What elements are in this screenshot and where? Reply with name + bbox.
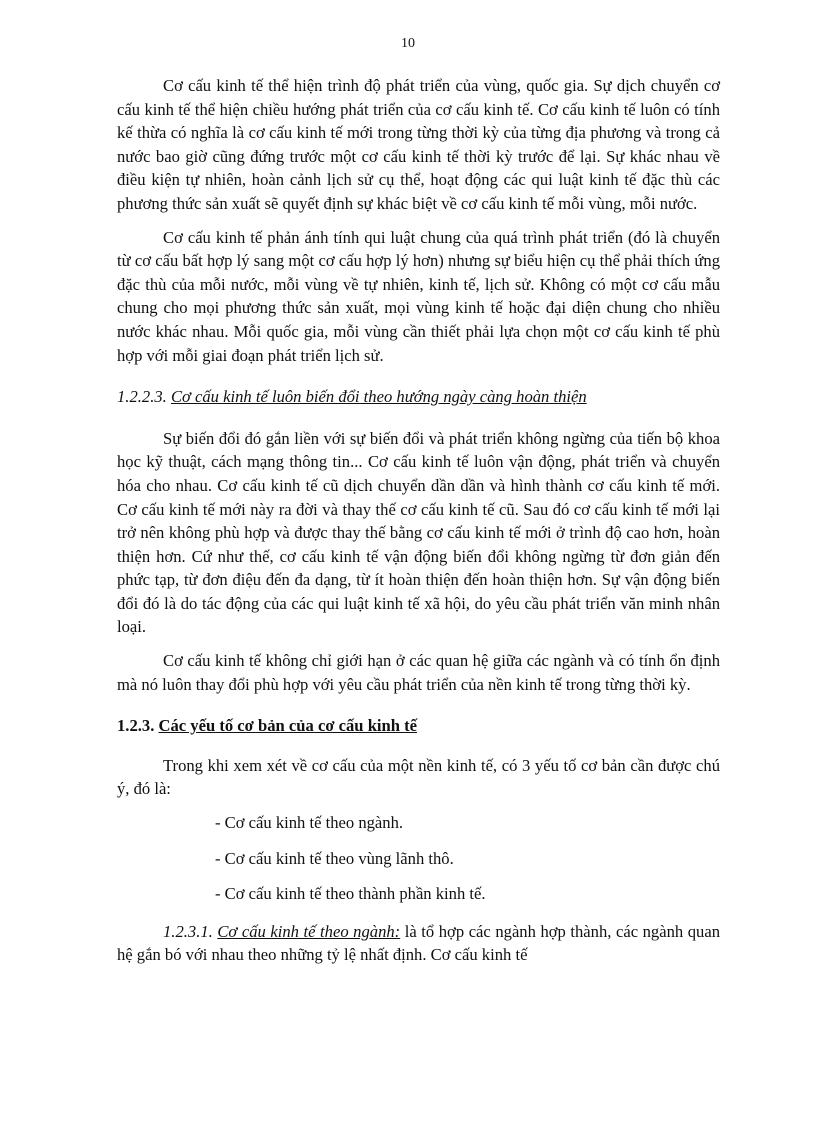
sector-structure-title: Cơ cấu kinh tế theo ngành: — [217, 921, 401, 941]
section-title: Các yếu tố cơ bản của cơ cấu kinh tế — [158, 716, 418, 736]
page-number: 10 — [401, 36, 415, 51]
body-text — [117, 74, 720, 967]
list-item: - Cơ cấu kinh tế theo ngành. — [215, 813, 404, 833]
sector-structure-number: 1.2.3.1. — [163, 921, 213, 941]
sector-structure-lead — [163, 922, 400, 941]
list-item: - Cơ cấu kinh tế theo thành phần kinh tế. — [215, 884, 486, 904]
paragraph-not-limited: Cơ cấu kinh tế không chỉ giới hạn ở các quan hệ giữa các ngành và có tính ổn định mà nó luôn thay đổi phù hợp với yêu cầu phát triển của nền kinh tế trong từng thời kỳ. — [117, 651, 720, 694]
subsection-number: 1.2.2.3. — [117, 387, 167, 407]
sector-structure-text: là tổ hợp các ngành hợp thành, các ngành quan hệ gắn bó với nhau theo những tỷ lệ nhất định. Cơ cấu kinh tế — [117, 921, 721, 965]
section-heading — [117, 714, 720, 738]
paragraph-continuous-change: Sự biến đổi đó gắn liền với sự biến đổi và phát triển không ngừng của tiến bộ khoa học kỹ thuật, cách mạng thông tin... Cơ cấu kinh tế luôn vận động, phát triển và chuyển hóa cho nhau. Cơ cấu kinh tế cũ dịch chuyển dần dần và hình thành cơ cấu kinh tế mới. Cơ cấu kinh tế mới này ra đời và thay thế cơ cấu kinh tế cũ. Sau đó cơ cấu kinh tế mới lại trở nên không phù hợp và được thay thế bằng cơ cấu kinh tế mới ở trình độ cao hơn, hoàn thiện hơn. Cứ như thế, cơ cấu kinh tế vận động biến đổi không ngừng từ đơn giản đến phức tạp, từ đơn điệu đến đa dạng, từ ít hoàn thiện đến hoàn thiện hơn. Sự vận động biến đổi đó là do tác động của các qui luật kinh tế xã hội, do yêu cầu phát triển văn minh nhân loại. — [117, 428, 720, 637]
section-intro-paragraph: Trong khi xem xét về cơ cấu của một nền kinh tế, có 3 yếu tố cơ bản cần được chú ý, đó là: — [117, 755, 720, 799]
paragraph-economic-structure-general-law: Cơ cấu kinh tế phản ánh tính qui luật chung của quá trình phát triển (đó là chuyển từ cơ cấu bất hợp lý sang một cơ cấu hợp lý hơn) nhưng sự biểu hiện cụ thể phải thích ứng đặc thù của mỗi nước, mỗi vùng về tự nhiên, kinh tế, lịch sử. Không có một cơ cấu mẫu chung cho mọi phương thức sản xuất, mọi vùng kinh tế hoặc đại diện chung cho nhiều nước khác nhau. Mỗi quốc gia, mỗi vùng cần thiết phải lựa chọn một cơ cấu kinh tế phù hợp với mỗi giai đoạn phát triển lịch sử. — [117, 227, 720, 365]
factor-list — [117, 811, 720, 906]
list-item: - Cơ cấu kinh tế theo vùng lãnh thô. — [215, 848, 454, 868]
subsection-title: Cơ cấu kinh tế luôn biến đổi theo hướng ngày càng hoàn thiện — [170, 387, 587, 407]
subsection-heading — [117, 385, 720, 409]
paragraph-economic-structure-development: Cơ cấu kinh tế thể hiện trình độ phát triển của vùng, quốc gia. Sự dịch chuyển cơ cấu kinh tế thể hiện chiều hướng phát triển của cơ cấu kinh tế. Cơ cấu kinh tế luôn có tính kế thừa có nghĩa là cơ cấu kinh tế mới trong từng thời kỳ của từng địa phương và trong cả nước bao giờ cũng đứng trước một cơ cấu kinh tế thời kỳ trước để lại. Sự khác nhau về điều kiện tự nhiên, hoàn cảnh lịch sử cụ thể, hoạt động các qui luật kinh tế đặc thù các phương thức sản xuất sẽ quyết định sự khác biệt về cơ cấu kinh tế mỗi vùng, mỗi nước. — [117, 76, 720, 213]
paragraph-sector-structure — [117, 920, 720, 967]
section-number: 1.2.3. — [117, 716, 155, 736]
